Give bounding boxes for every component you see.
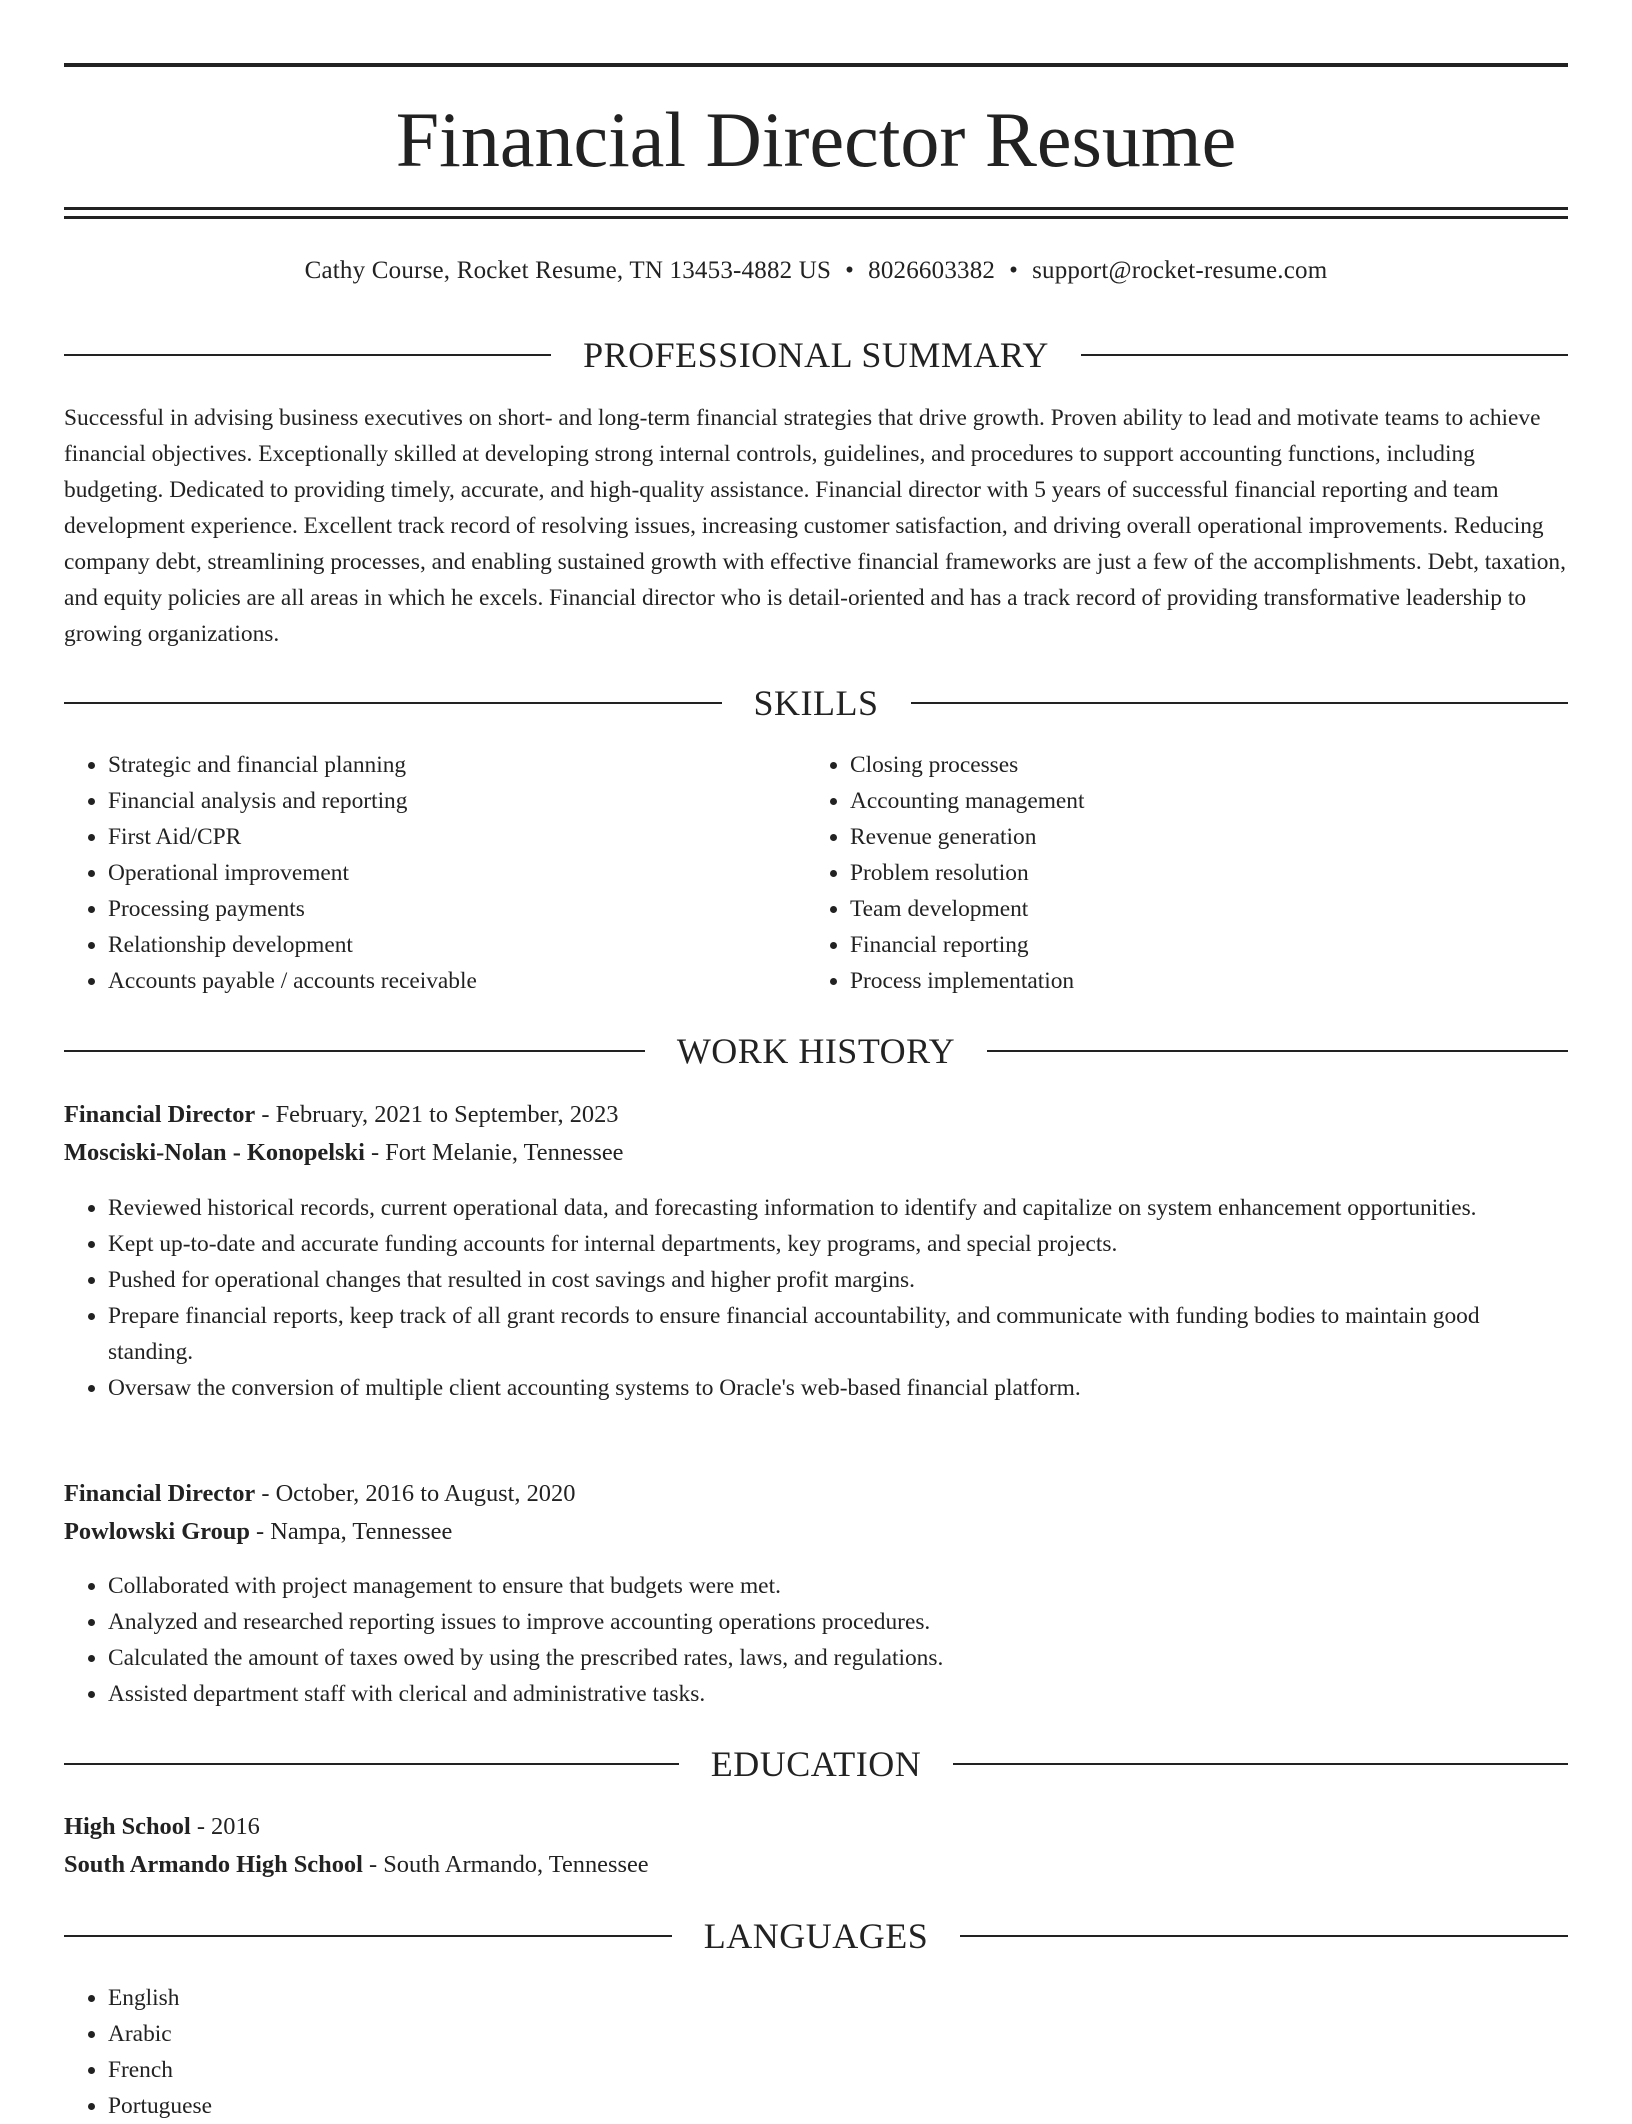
- education-degree-line: [64, 1808, 260, 1846]
- resume-title: Financial Director Resume: [395, 96, 1237, 183]
- section-header-skills: [64, 681, 1568, 725]
- section-rule: [64, 354, 551, 356]
- job-bullets: [64, 1568, 1568, 1712]
- skill-item: • Financial analysis and reporting: [108, 783, 808, 819]
- job-bullets: [64, 1190, 1568, 1406]
- education-year: - 2016: [190, 1813, 260, 1840]
- skill-item: • Accounts payable / accounts receivable: [108, 963, 808, 999]
- skill-item: • Relationship development: [108, 927, 808, 963]
- skill-item: • Process implementation: [850, 963, 1550, 999]
- section-rule: [1081, 354, 1568, 356]
- contact-address: Cathy Course, Rocket Resume, TN 13453-4882 US: [304, 257, 832, 284]
- section-title-languages: LANGUAGES: [703, 1916, 929, 1956]
- section-rule: [960, 1935, 1568, 1937]
- skill-item: • Operational improvement: [108, 855, 808, 891]
- summary-text: Successful in advising business executives on short- and long-term financial strategies that drive growth. Proven ability to lead and motivate teams to achieve financial objectives. Exceptionally skilled at developing strong internal controls, guidelines, and procedures to support accounting functions, including budgeting. Dedicated to providing timely, accurate, and high-quality assistance. Financial director with 5 years of successful financial reporting and team development experience. Excellent track record of resolving issues, increasing customer satisfaction, and driving overall operational improvements. Reducing company debt, streamlining processes, and enabling sustained growth with effective financial frameworks are just a few of the accomplishments. Debt, taxation, and equity policies are all areas in which he excels. Financial director who is detail-oriented and has a track record of providing transformative leadership to growing organizations.: [64, 405, 1566, 647]
- section-title-skills: SKILLS: [753, 683, 879, 723]
- section-header-languages: [64, 1914, 1568, 1958]
- education-school-line: [64, 1846, 649, 1884]
- title-rule-lower: [64, 216, 1568, 219]
- section-rule: [64, 1935, 672, 1937]
- skills-list-right: [806, 747, 1550, 999]
- job-company: Mosciski-Nolan - Konopelski: [64, 1139, 365, 1166]
- skill-item: • Processing payments: [108, 891, 808, 927]
- language-item: • English: [108, 1980, 808, 2016]
- job-company-line: [64, 1513, 452, 1551]
- skill-item: • Closing processes: [850, 747, 1550, 783]
- job-title-line: [64, 1475, 575, 1513]
- contact-separator: •: [845, 257, 855, 284]
- job-bullet: • Oversaw the conversion of multiple client accounting systems to Oracle's web-based financial platform.: [108, 1370, 1568, 1406]
- skill-item: • Team development: [850, 891, 1550, 927]
- contact-email: support@rocket-resume.com: [1032, 257, 1328, 284]
- section-rule: [64, 1050, 645, 1052]
- section-title-summary: PROFESSIONAL SUMMARY: [583, 335, 1049, 375]
- job-company-line: [64, 1134, 623, 1172]
- education-location: - South Armando, Tennessee: [362, 1851, 649, 1878]
- section-header-work: [64, 1029, 1568, 1073]
- contact-separator: •: [1009, 257, 1019, 284]
- job-company: Powlowski Group: [64, 1518, 250, 1545]
- section-title-work: WORK HISTORY: [676, 1031, 956, 1071]
- job-bullet: • Analyzed and researched reporting issues to improve accounting operations procedures.: [108, 1604, 1568, 1640]
- section-header-education: [64, 1742, 1568, 1786]
- contact-phone: 8026603382: [868, 257, 996, 284]
- job-dates: - October, 2016 to August, 2020: [255, 1480, 576, 1507]
- job-title-line: [64, 1096, 618, 1134]
- languages-list: [64, 1980, 808, 2124]
- skill-item: • Financial reporting: [850, 927, 1550, 963]
- section-rule: [987, 1050, 1568, 1052]
- section-rule: [911, 702, 1569, 704]
- section-header-summary: [64, 333, 1568, 377]
- language-item: • Portuguese: [108, 2088, 808, 2124]
- job-dates: - February, 2021 to September, 2023: [255, 1101, 619, 1128]
- job-location: - Nampa, Tennessee: [249, 1518, 453, 1545]
- job-title: Financial Director: [64, 1101, 256, 1128]
- section-rule: [953, 1763, 1568, 1765]
- contact-line: [64, 254, 1568, 288]
- skill-item: • Problem resolution: [850, 855, 1550, 891]
- section-rule: [64, 702, 722, 704]
- skill-item: • Strategic and financial planning: [108, 747, 808, 783]
- job-bullet: • Assisted department staff with clerical and administrative tasks.: [108, 1676, 1568, 1712]
- job-location: - Fort Melanie, Tennessee: [364, 1139, 624, 1166]
- section-title-education: EDUCATION: [710, 1744, 922, 1784]
- skill-item: • Accounting management: [850, 783, 1550, 819]
- job-bullet: • Collaborated with project management to ensure that budgets were met.: [108, 1568, 1568, 1604]
- job-bullet: • Kept up-to-date and accurate funding accounts for internal departments, key programs, and special projects.: [108, 1226, 1568, 1262]
- skill-item: • Revenue generation: [850, 819, 1550, 855]
- title-rule-upper: [64, 207, 1568, 210]
- job-bullet: • Prepare financial reports, keep track of all grant records to ensure financial accountability, and communicate with funding bodies to maintain good standing.: [108, 1298, 1568, 1370]
- language-item: • Arabic: [108, 2016, 808, 2052]
- top-rule: [64, 63, 1568, 67]
- job-bullet: • Reviewed historical records, current operational data, and forecasting information to identify and capitalize on system enhancement opportunities.: [108, 1190, 1568, 1226]
- education-degree: High School: [64, 1813, 191, 1840]
- section-rule: [64, 1763, 679, 1765]
- job-bullet: • Calculated the amount of taxes owed by using the prescribed rates, laws, and regulations.: [108, 1640, 1568, 1676]
- skills-list-left: [64, 747, 808, 999]
- skill-item: • First Aid/CPR: [108, 819, 808, 855]
- job-title: Financial Director: [64, 1480, 256, 1507]
- education-school: South Armando High School: [64, 1851, 363, 1878]
- language-item: • French: [108, 2052, 808, 2088]
- job-bullet: • Pushed for operational changes that resulted in cost savings and higher profit margins.: [108, 1262, 1568, 1298]
